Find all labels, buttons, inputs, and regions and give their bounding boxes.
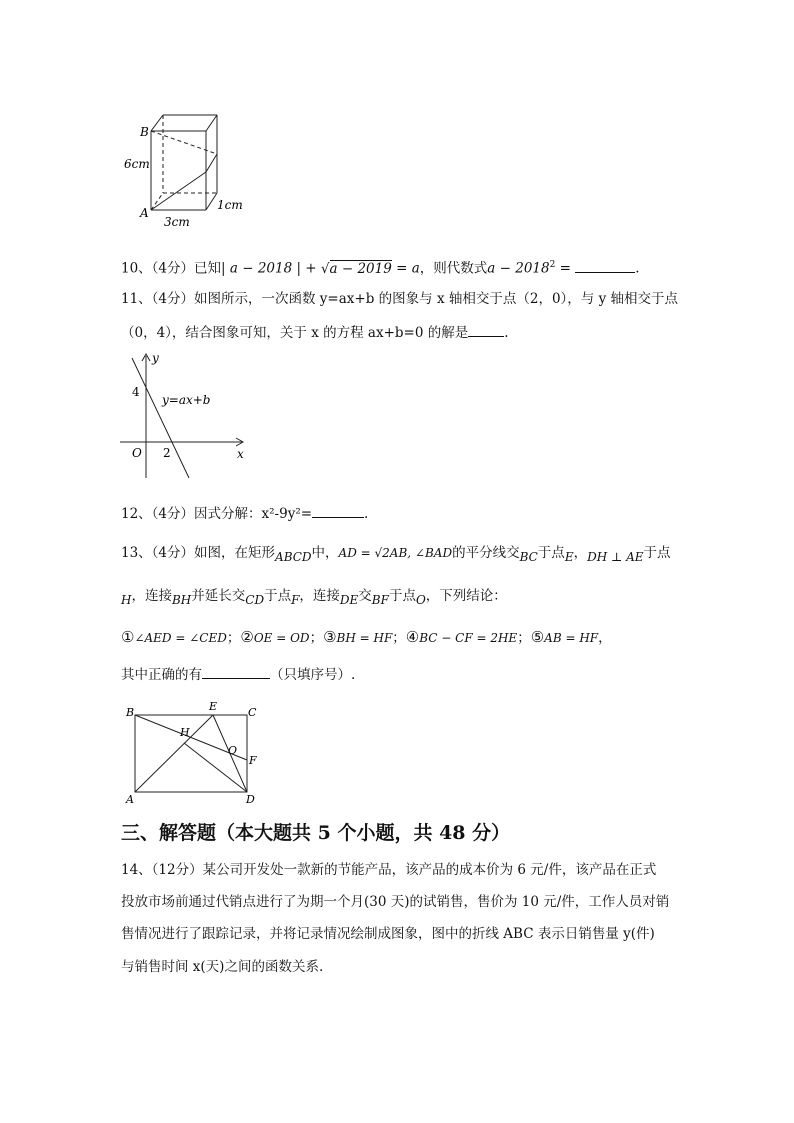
q10-sqrt: √a − 2019 bbox=[320, 260, 392, 277]
q10-mid: ，则代数式 bbox=[419, 260, 488, 277]
function-line bbox=[132, 358, 189, 478]
q10-expr2: = a bbox=[391, 260, 420, 277]
q13-text-d: 于点 bbox=[537, 545, 565, 561]
q13-c4-num: ④ bbox=[405, 628, 420, 646]
q13-point-h: H bbox=[121, 593, 132, 607]
q13-answer-blank[interactable] bbox=[202, 665, 270, 679]
q13-de: DE bbox=[339, 593, 359, 607]
q13-cd: CD bbox=[245, 593, 265, 607]
question-14-line-1: 14、（12分）某公司开发处一款新的节能产品，该产品的成本价为 6 元/件，该产品在正式 bbox=[121, 862, 657, 878]
q13-text-c: 的平分线交 bbox=[452, 545, 520, 561]
question-12 bbox=[121, 504, 368, 523]
rect-label-a: A bbox=[126, 793, 134, 806]
question-13-line-4 bbox=[121, 665, 355, 684]
q10-expr1: | a − 2018 | + bbox=[221, 260, 321, 277]
section-3-heading: 三、解答题（本大题共 5 个小题，共 48 分） bbox=[121, 822, 511, 844]
question-13-line-1 bbox=[121, 544, 671, 562]
rect-label-c: C bbox=[248, 706, 257, 719]
graph-label-x: x bbox=[237, 447, 244, 461]
q10-answer-blank[interactable] bbox=[575, 259, 635, 273]
question-10 bbox=[121, 256, 640, 278]
prism-label-b: B bbox=[140, 125, 149, 139]
q11-answer-blank[interactable] bbox=[468, 323, 504, 337]
q13-c5-end: ， bbox=[598, 630, 612, 646]
q13-text-l2d: ，连接 bbox=[299, 588, 340, 604]
prism-figure bbox=[120, 110, 250, 230]
question-13-line-2 bbox=[121, 587, 507, 605]
q13-sep-4: ； bbox=[517, 630, 531, 646]
q13-text-l2g: 于点 bbox=[388, 588, 416, 604]
segment-hd bbox=[184, 743, 247, 792]
q13-text-b: 中， bbox=[311, 545, 339, 561]
q13-point-e: E bbox=[564, 550, 574, 564]
q13-text-l2b: 并延长交 bbox=[191, 588, 246, 604]
q13-conclusion-3: BH = HF bbox=[336, 631, 393, 645]
q10-number: 10、（4分）已知 bbox=[121, 260, 222, 277]
q13-bh: BH bbox=[171, 593, 192, 607]
prism-label-width: 3cm bbox=[164, 215, 190, 229]
q13-dh-perp: DH ⊥ AE bbox=[587, 550, 644, 564]
linear-function-graph bbox=[118, 350, 258, 482]
rect-label-h: H bbox=[180, 726, 190, 739]
q13-point-f: F bbox=[291, 593, 300, 607]
graph-label-2: 2 bbox=[163, 446, 171, 460]
q13-text-l2e: 交 bbox=[358, 588, 372, 604]
q13-text-l2c: 于点 bbox=[264, 588, 292, 604]
q11-line2-text: （0，4），结合图象可知，关于 x 的方程 ax+b=0 的解是 bbox=[121, 325, 469, 341]
q10-sup: 2 bbox=[549, 260, 556, 270]
q11-end: . bbox=[504, 325, 509, 341]
q13-conclusion-1: ∠AED = ∠CED bbox=[134, 631, 227, 645]
q12-answer-blank[interactable] bbox=[312, 504, 364, 518]
question-14-line-2: 投放市场前通过代销点进行了为期一个月(30 天)的试销售，售价为 10 元/件，工作人员对销 bbox=[121, 894, 670, 910]
rect-label-b: B bbox=[126, 706, 135, 719]
q13-sep-2: ； bbox=[309, 630, 324, 646]
rect-label-e: E bbox=[209, 700, 218, 713]
q13-text-l2h: ，下列结论： bbox=[425, 588, 507, 604]
rect-label-d: D bbox=[246, 793, 255, 806]
q13-sep-1: ； bbox=[226, 630, 241, 646]
prism-label-height: 6cm bbox=[124, 157, 150, 171]
q13-conclusion-2: OE = OD bbox=[253, 631, 310, 645]
prism-label-depth: 1cm bbox=[217, 198, 243, 212]
q13-intro: 13、（4分）如图，在矩形 bbox=[121, 545, 276, 561]
segment-ae bbox=[135, 715, 213, 792]
graph-label-y: y bbox=[152, 351, 159, 365]
q13-answer-note: （只填序号）. bbox=[270, 667, 356, 683]
q13-c5-num: ⑤ bbox=[530, 628, 545, 646]
q13-c2-num: ② bbox=[240, 628, 254, 646]
q13-sep-3: ； bbox=[392, 630, 406, 646]
q10-radicand: a − 2019 bbox=[329, 260, 392, 277]
q13-answer-prompt: 其中正确的有 bbox=[121, 667, 202, 683]
q13-bf: BF bbox=[371, 593, 389, 607]
q13-bc: BC bbox=[519, 550, 538, 564]
question-11-line-2 bbox=[121, 323, 509, 342]
question-11-line-1: 11、（4分）如图所示，一次函数 y=ax+b 的图象与 x 轴相交于点（2，0），与 y 轴相交于点 bbox=[121, 291, 678, 307]
q13-text-g: 于点 bbox=[643, 545, 671, 561]
rect-label-o: O bbox=[228, 744, 238, 757]
q13-c1-num: ① bbox=[121, 628, 135, 646]
q13-c3-num: ③ bbox=[323, 628, 337, 646]
graph-label-origin: O bbox=[132, 446, 142, 460]
q13-text-f: ， bbox=[573, 545, 588, 561]
q13-text-l2a: ，连接 bbox=[131, 588, 172, 604]
question-14-line-4: 与销售时间 x(天)之间的函数关系. bbox=[121, 959, 324, 975]
q13-rect-abcd: ABCD bbox=[275, 550, 312, 564]
q12-text: 12、（4分）因式分解：x²-9y²= bbox=[121, 506, 313, 522]
q10-end: . bbox=[635, 260, 640, 277]
rect-label-f: F bbox=[249, 754, 257, 767]
graph-label-4: 4 bbox=[132, 385, 140, 399]
prism-label-a: A bbox=[140, 206, 149, 220]
question-14-line-3: 售情况进行了跟踪记录，并将记录情况绘制成图象，图中的折线 ABC 表示日销售量 y(件) bbox=[121, 926, 655, 942]
q13-point-o: O bbox=[415, 593, 426, 607]
question-13-conclusions bbox=[121, 628, 612, 647]
q10-expr4: = bbox=[555, 260, 576, 277]
q10-expr3: a − 2018 bbox=[487, 260, 550, 277]
graph-label-equation: y=ax+b bbox=[162, 393, 211, 407]
q13-expr-ad: AD = √2AB, ∠BAD bbox=[338, 546, 453, 560]
q13-conclusion-4: BC − CF = 2HE bbox=[419, 631, 518, 645]
rectangle-figure bbox=[118, 700, 268, 808]
q13-conclusion-5: AB = HF bbox=[544, 631, 599, 645]
q12-end: . bbox=[364, 506, 369, 522]
